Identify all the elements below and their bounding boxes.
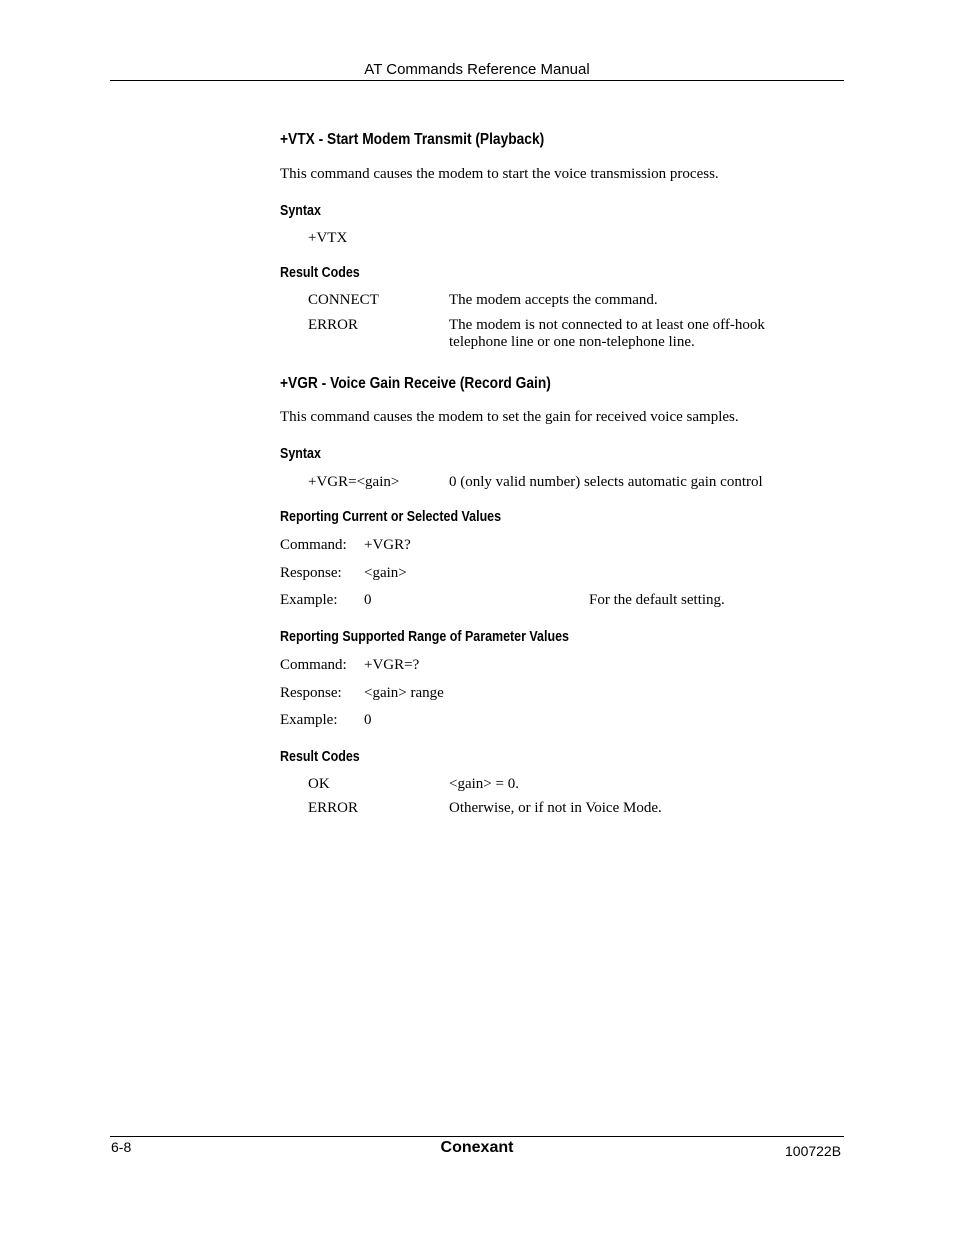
vgr-result-desc: <gain> = 0.: [449, 776, 519, 792]
vgr-range-value: +VGR=?: [364, 657, 420, 673]
page-number: 6-8: [111, 1139, 132, 1155]
vtx-result-desc: The modem is not connected to at least one off-hook: [449, 317, 765, 333]
vgr-result-code: ERROR: [308, 800, 359, 816]
vgr-syntax-heading: Syntax: [280, 446, 321, 462]
vgr-current-heading: Reporting Current or Selected Values: [280, 509, 502, 525]
document-number: 100722B: [785, 1143, 842, 1159]
vtx-result-desc: The modem accepts the command.: [449, 292, 658, 308]
vtx-result-desc: telephone line or one non-telephone line.: [449, 334, 695, 350]
vgr-description: This command causes the modem to set the gain for received voice samples.: [280, 409, 739, 425]
vgr-range-label: Example:: [280, 712, 338, 728]
vtx-result-code: CONNECT: [308, 292, 379, 308]
vgr-syntax: +VGR=<gain>: [308, 474, 400, 490]
vgr-result-code: OK: [308, 776, 330, 792]
vgr-current-value: 0: [364, 592, 372, 608]
vtx-result-code: ERROR: [308, 317, 359, 333]
vgr-range-label: Command:: [280, 657, 347, 673]
vgr-current-value: <gain>: [364, 565, 407, 581]
vtx-syntax: +VTX: [308, 230, 348, 246]
vgr-range-value: 0: [364, 712, 372, 728]
vtx-description: This command causes the modem to start the voice transmission process.: [280, 166, 719, 182]
vgr-current-label: Example:: [280, 592, 338, 608]
vgr-range-heading: Reporting Supported Range of Parameter Values: [280, 629, 569, 645]
vgr-range-value: <gain> range: [364, 685, 444, 701]
vgr-current-note: For the default setting.: [589, 592, 725, 608]
vtx-result-heading: Result Codes: [280, 265, 360, 281]
page-header-title: AT Commands Reference Manual: [364, 61, 590, 78]
vgr-current-label: Command:: [280, 537, 347, 553]
footer-rule: [110, 1136, 844, 1137]
vgr-current-value: +VGR?: [364, 537, 411, 553]
vgr-result-desc: Otherwise, or if not in Voice Mode.: [449, 800, 662, 816]
vgr-heading: +VGR - Voice Gain Receive (Record Gain): [280, 375, 551, 392]
vgr-range-label: Response:: [280, 685, 342, 701]
vtx-heading: +VTX - Start Modem Transmit (Playback): [280, 131, 545, 148]
vgr-syntax-desc: 0 (only valid number) selects automatic gain control: [449, 474, 763, 490]
vgr-result-heading: Result Codes: [280, 749, 360, 765]
vtx-syntax-heading: Syntax: [280, 203, 321, 219]
header-rule: [110, 80, 844, 81]
footer-company: Conexant: [440, 1139, 514, 1156]
vgr-current-label: Response:: [280, 565, 342, 581]
